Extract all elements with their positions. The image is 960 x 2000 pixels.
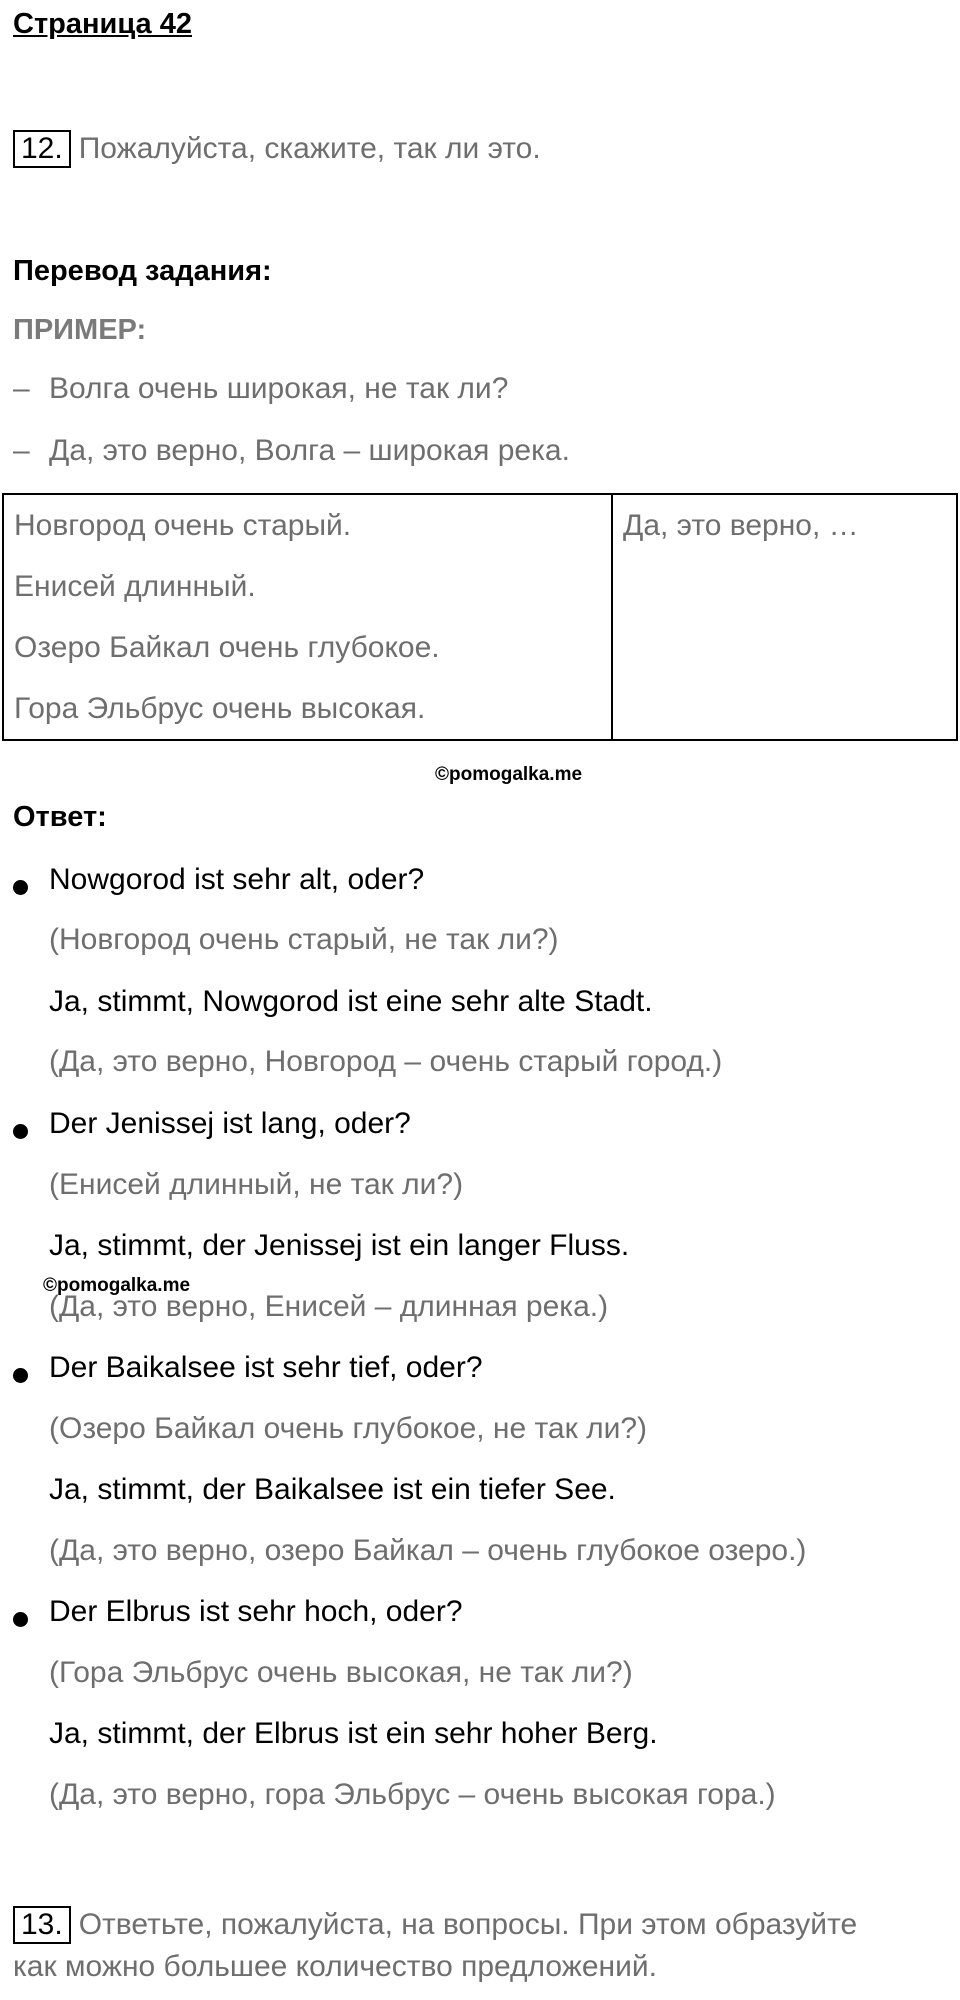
question-de: Der Jenissej ist lang, oder? [49, 1107, 411, 1140]
bullet-icon [13, 1612, 28, 1630]
answer-de: Ja, stimmt, der Jenissej ist ein langer Fluss. [49, 1229, 630, 1262]
example-table [2, 493, 958, 741]
translation-heading: Перевод задания: [13, 255, 272, 287]
answer-de: Ja, stimmt, Nowgorod ist eine sehr alte Stadt. [49, 985, 653, 1018]
table-item: Озеро Байкал очень глубокое. [14, 631, 440, 664]
table-left-cell [3, 494, 612, 740]
answer-ru: (Да, это верно, гора Эльбрус – очень высокая гора.) [49, 1778, 776, 1811]
table-answer-hint: Да, это верно, … [623, 509, 859, 542]
example-text: Волга очень широкая, не так ли? [49, 372, 509, 405]
watermark: ©pomogalka.me [43, 1275, 191, 1296]
task-12 [13, 130, 541, 168]
example-line-2 [13, 434, 570, 468]
question-de: Der Elbrus ist sehr hoch, oder? [49, 1595, 463, 1628]
page-title: Страница 42 [13, 8, 192, 40]
table-item: Гора Эльбрус очень высокая. [14, 692, 426, 725]
task-text-continued: как можно большее количество предложений. [13, 1950, 657, 1983]
dash: – [13, 434, 30, 467]
question-ru: (Новгород очень старый, не так ли?) [49, 923, 559, 956]
table-right-cell [612, 494, 957, 740]
answer-de: Ja, stimmt, der Baikalsee ist ein tiefer See. [49, 1473, 616, 1506]
answer-ru: (Да, это верно, озеро Байкал – очень глубокое озеро.) [49, 1534, 807, 1567]
table-item: Енисей длинный. [14, 570, 256, 603]
task-text: Ответьте, пожалуйста, на вопросы. При этом образуйте [78, 1908, 858, 1941]
answer-de: Ja, stimmt, der Elbrus ist ein sehr hoher Berg. [49, 1717, 658, 1750]
bullet-icon [13, 1368, 28, 1386]
question-ru: (Енисей длинный, не так ли?) [49, 1168, 464, 1201]
bullet-icon [13, 880, 28, 898]
answer-ru: (Да, это верно, Енисей – длинная река.) [49, 1290, 609, 1323]
task-number: 12. [13, 130, 71, 168]
task-number: 13. [13, 1906, 71, 1944]
question-de: Der Baikalsee ist sehr tief, oder? [49, 1351, 483, 1384]
example-label: ПРИМЕР: [13, 314, 147, 346]
question-de: Nowgorod ist sehr alt, oder? [49, 863, 425, 896]
answer-heading: Ответ: [13, 801, 107, 833]
example-text: Да, это верно, Волга – широкая река. [49, 434, 570, 467]
bullet-icon [13, 1124, 28, 1142]
example-line-1 [13, 372, 508, 406]
question-ru: (Гора Эльбрус очень высокая, не так ли?) [49, 1656, 633, 1689]
question-ru: (Озеро Байкал очень глубокое, не так ли?) [49, 1412, 648, 1445]
answer-ru: (Да, это верно, Новгород – очень старый город.) [49, 1045, 723, 1078]
task-13 [13, 1906, 857, 1944]
dash: – [13, 372, 30, 405]
table-item: Новгород очень старый. [14, 509, 352, 542]
watermark: ©pomogalka.me [435, 764, 583, 785]
task-text: Пожалуйста, скажите, так ли это. [78, 132, 541, 165]
